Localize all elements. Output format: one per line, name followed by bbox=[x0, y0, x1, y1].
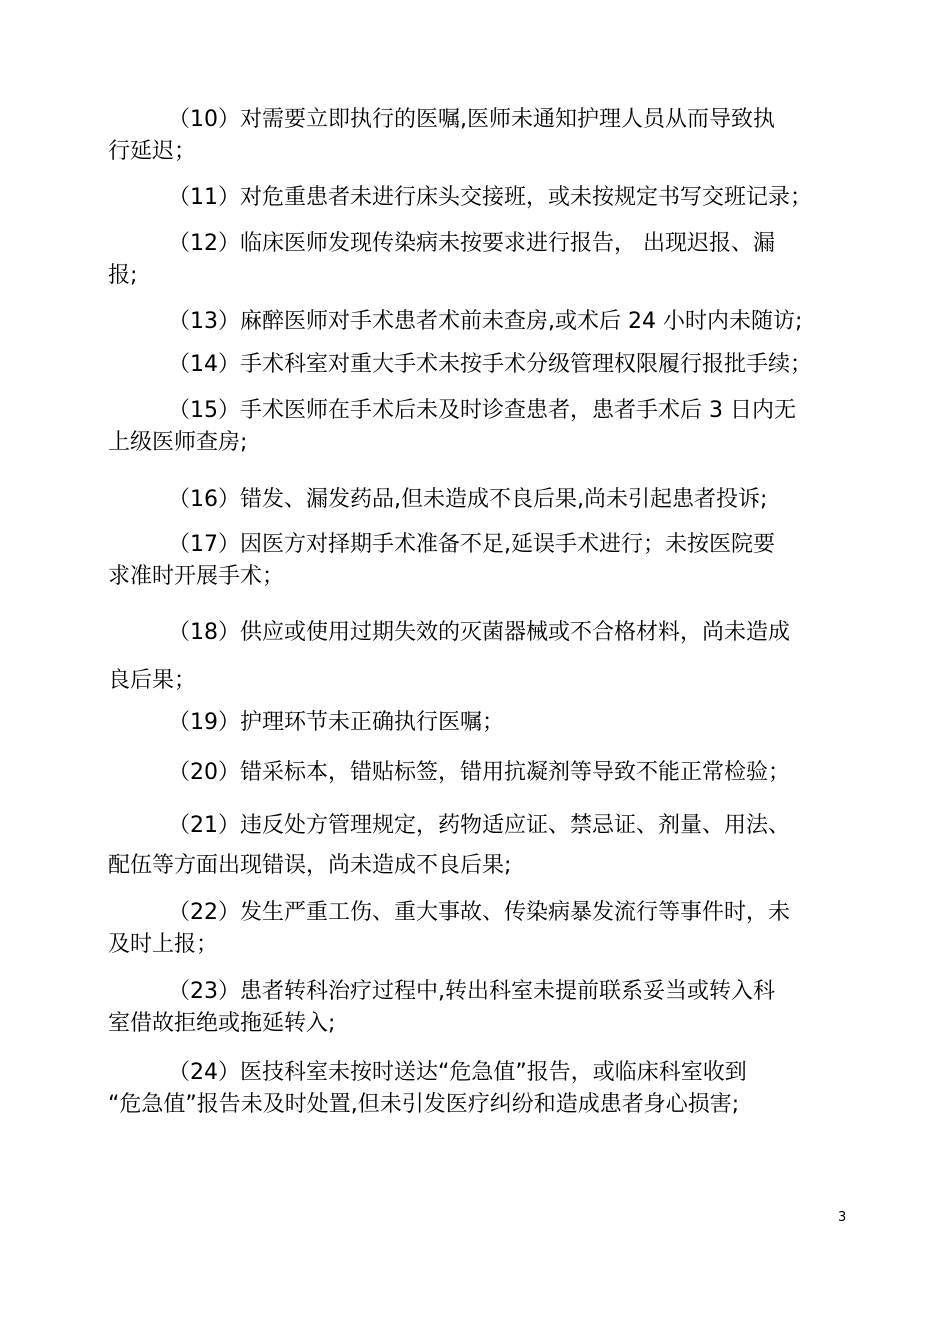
item-12-line-1: （12）临床医师发现传染病未按要求进行报告， 出现迟报、漏 bbox=[168, 231, 775, 256]
item-24 bbox=[108, 1057, 858, 1121]
item-15-line-1: （15）手术医师在手术后未及时诊查患者，患者手术后 3 日内无 bbox=[168, 398, 796, 423]
item-19-line-1: （19）护理环节未正确执行医嘱； bbox=[168, 710, 504, 735]
item-22-line-2: 及时上报； bbox=[108, 932, 219, 957]
item-18 bbox=[108, 609, 858, 705]
item-22-line-1: （22）发生严重工伤、重大事故、传染病暴发流行等事件时，未 bbox=[168, 900, 790, 925]
item-11 bbox=[108, 182, 858, 214]
item-18-line-2: 良后果； bbox=[108, 668, 197, 693]
item-20-line-1: （20）错采标本，错贴标签，错用抗凝剂等导致不能正常检验； bbox=[168, 760, 790, 785]
item-16-line-1: （16）错发、漏发药品,但未造成不良后果,尚未引起患者投诉; bbox=[168, 487, 768, 512]
item-22 bbox=[108, 897, 858, 961]
item-12-line-2: 报; bbox=[108, 263, 138, 288]
item-13-line-1: （13）麻醉医师对手术患者术前未查房,或术后 24 小时内未随访; bbox=[168, 309, 803, 334]
item-21 bbox=[108, 806, 858, 886]
page-number: 3 bbox=[838, 1210, 847, 1225]
item-14-line-1: （14）手术科室对重大手术未按手术分级管理权限履行报批手续； bbox=[168, 352, 812, 377]
item-21-line-1: （21）违反处方管理规定，药物适应证、禁忌证、剂量、用法、 bbox=[168, 813, 790, 838]
item-13 bbox=[108, 306, 858, 338]
item-24-line-1: （24）医技科室未按时送达“危急值”报告，或临床科室收到 bbox=[168, 1060, 747, 1085]
item-11-line-1: （11）对危重患者未进行床头交接班，或未按规定书写交班记录； bbox=[168, 185, 812, 210]
item-10-line-1: （10）对需要立即执行的医嘱,医师未通知护理人员从而导致执 bbox=[168, 107, 775, 132]
item-12 bbox=[108, 228, 858, 292]
item-14 bbox=[108, 349, 858, 381]
item-18-line-1: （18）供应或使用过期失效的灭菌器械或不合格材料，尚未造成 bbox=[168, 620, 790, 645]
item-23 bbox=[108, 976, 858, 1040]
item-24-line-2: “危急值”报告未及时处置,但未引发医疗纠纷和造成患者身心损害; bbox=[108, 1092, 740, 1117]
item-16 bbox=[108, 484, 858, 516]
item-17-line-2: 求准时开展手术； bbox=[108, 564, 285, 589]
item-17 bbox=[108, 529, 858, 593]
item-21-line-2: 配伍等方面出现错误，尚未造成不良后果; bbox=[108, 853, 512, 878]
item-20 bbox=[108, 757, 858, 789]
item-17-line-1: （17）因医方对择期手术准备不足,延误手术进行；未按医院要 bbox=[168, 532, 775, 557]
item-19 bbox=[108, 707, 858, 739]
item-15 bbox=[108, 395, 858, 459]
item-10-line-2: 行延迟； bbox=[108, 139, 197, 164]
item-23-line-1: （23）患者转科治疗过程中,转出科室未提前联系妥当或转入科 bbox=[168, 979, 775, 1004]
item-10 bbox=[108, 104, 858, 168]
item-15-line-2: 上级医师查房; bbox=[108, 430, 248, 455]
item-23-line-2: 室借故拒绝或拖延转入; bbox=[108, 1011, 336, 1036]
